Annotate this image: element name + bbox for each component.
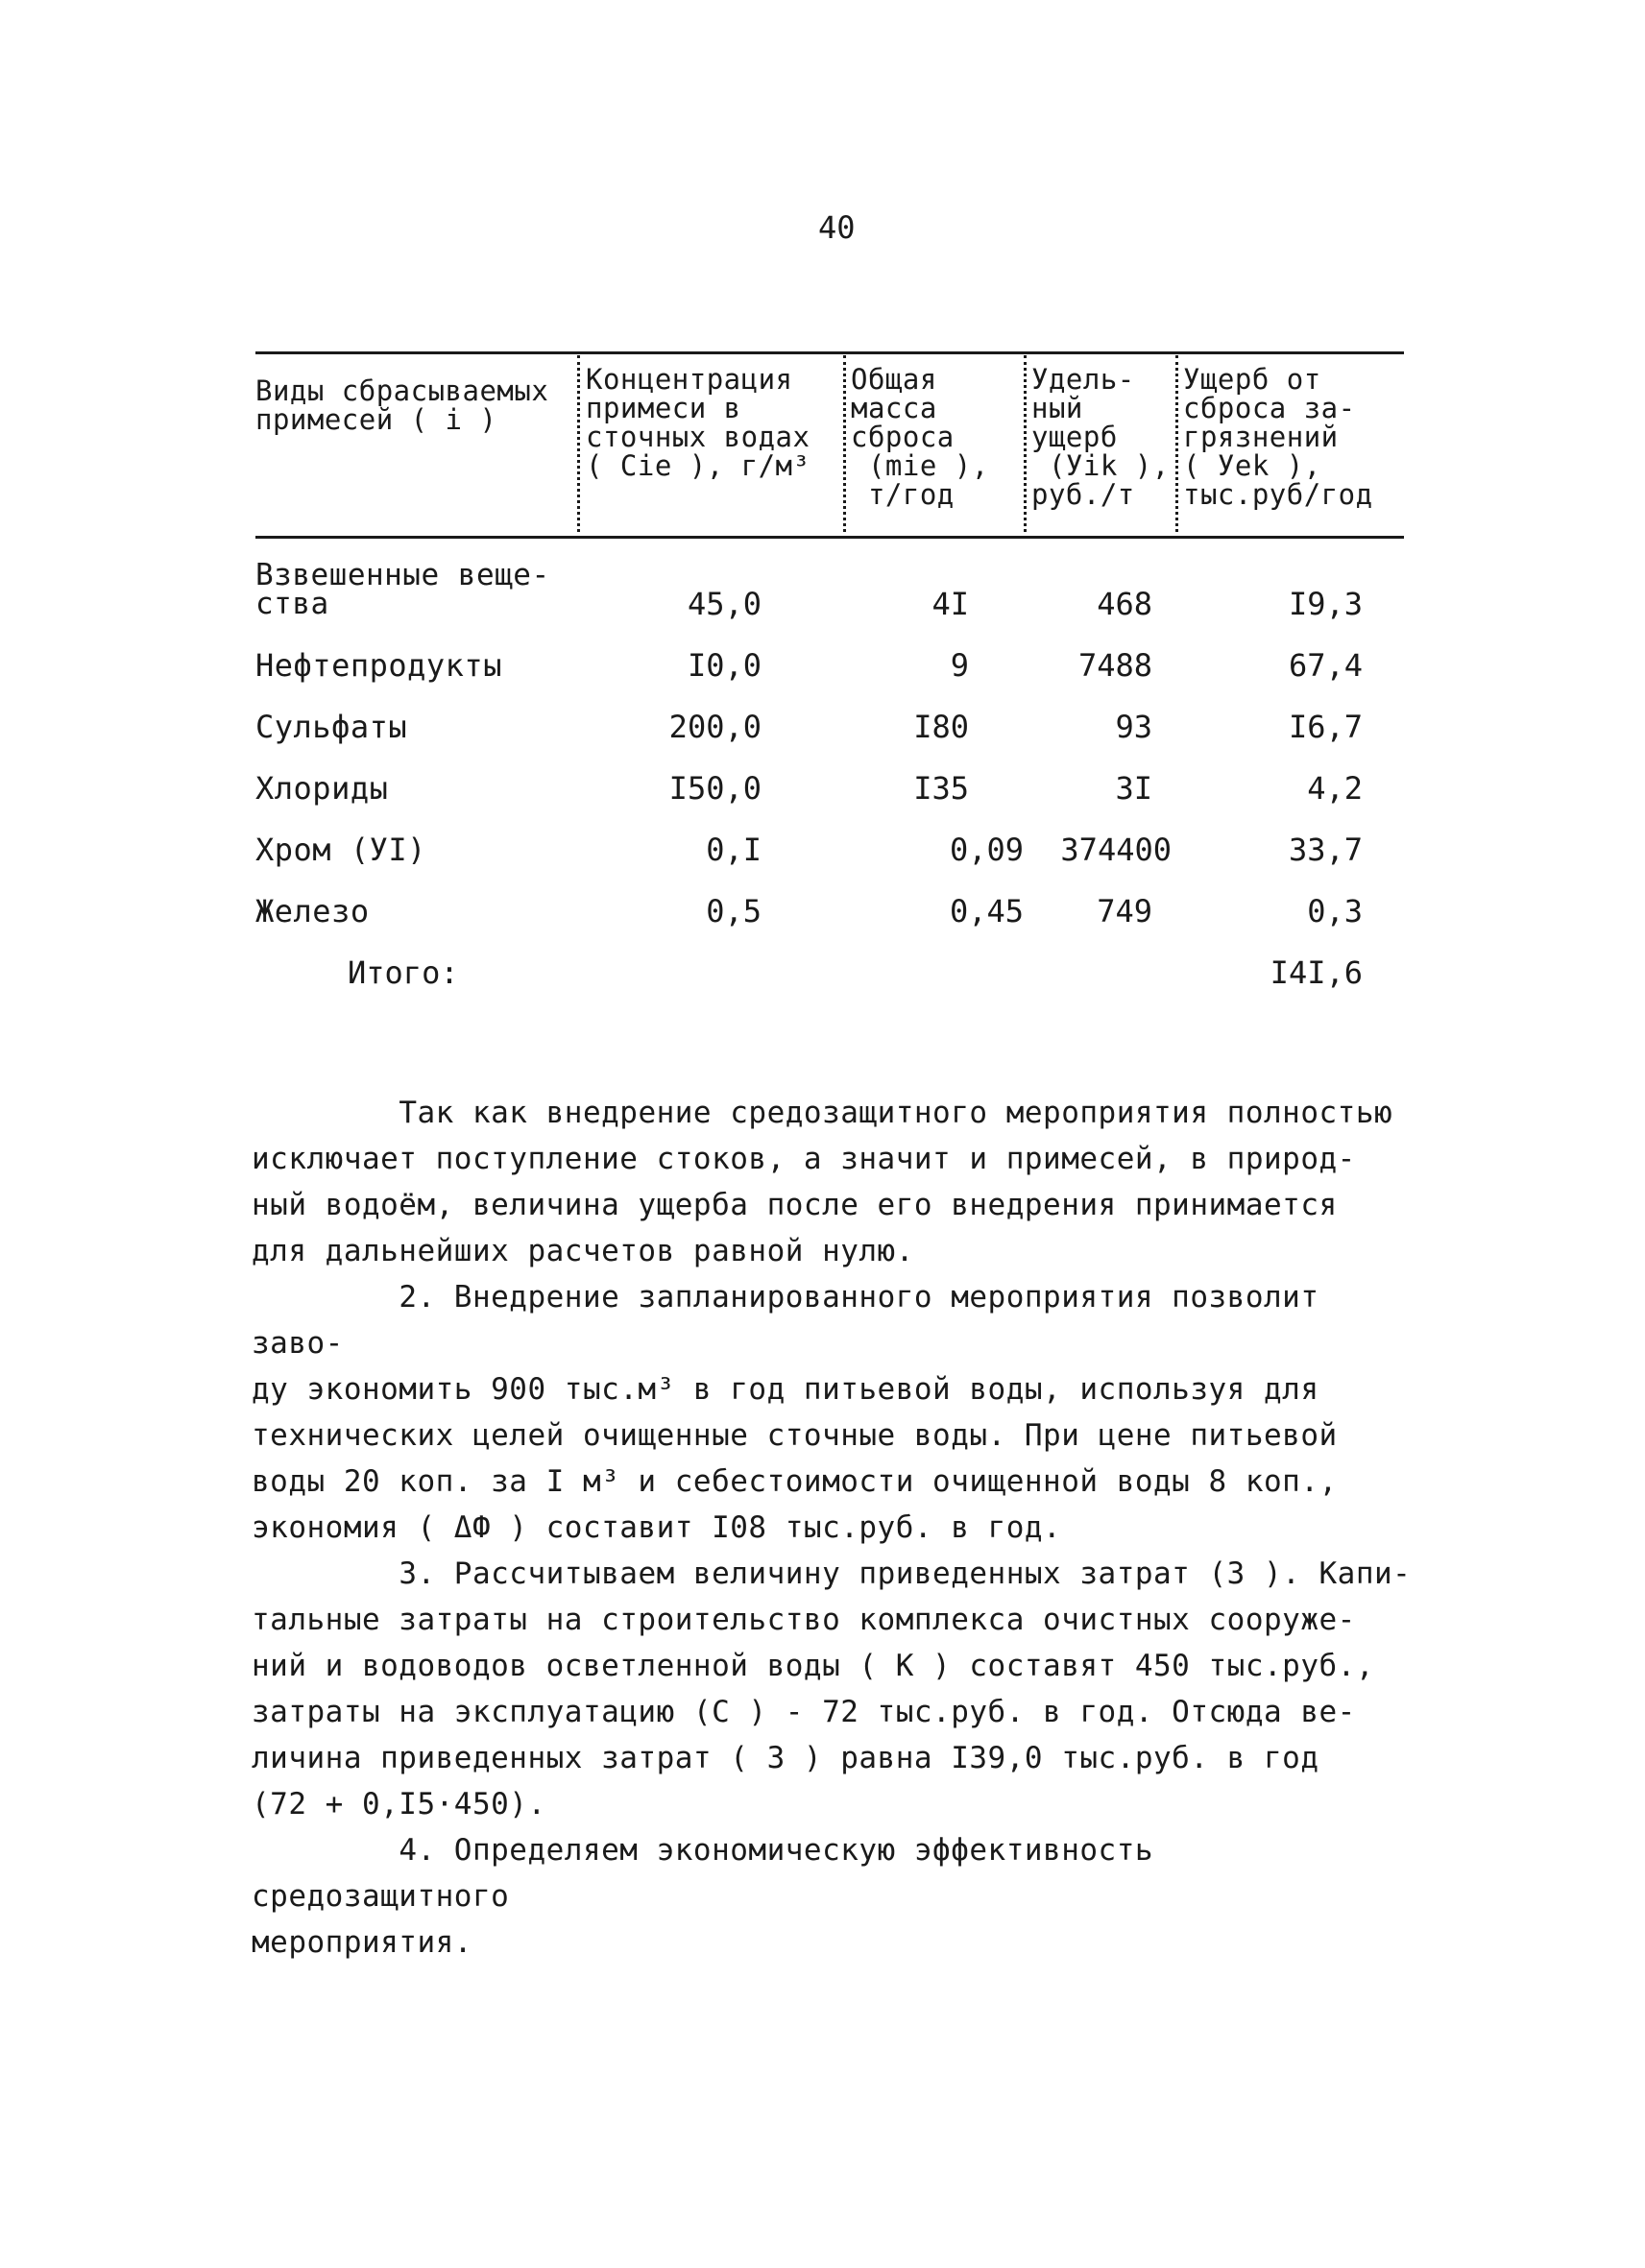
row-impurity-name: Взвешенные веще- ства [255,558,550,621]
row-specific-damage: 749 [1097,893,1152,929]
paragraph: 2. Внедрение запланированного мероприятия позволит заво- ду экономить 900 тыс.м³ в год питьевой воды, используя для технических целей очищенные сточные воды. При цене питьевой воды 20 коп. за I м³ и себестоимости очищенной воды 8 коп., экономия ( ΔФ ) составит I08 тыс.руб. в год. [252,1280,1338,1545]
row-impurity-name: Железо [255,893,370,929]
header-specific-damage: Удель- ный ущерб (Уik ), руб./т [1031,363,1170,511]
header-concentration: Концентрация примеси в сточных водах ( Cie ), г/м³ [586,363,810,482]
row-damage: 4,2 [1307,770,1363,807]
row-impurity-name: Сульфаты [255,709,408,745]
row-specific-damage: 7488 [1077,647,1152,684]
row-concentration: I0,0 [687,647,762,684]
row-specific-damage: 93 [1115,709,1152,745]
row-mass: 0,45 [949,893,1024,929]
row-concentration: 45,0 [687,586,762,622]
row-concentration: I50,0 [668,770,762,807]
row-damage: 0,3 [1307,893,1363,929]
row-concentration: 200,0 [668,709,762,745]
page-number: 40 [818,209,856,246]
row-damage: I9,3 [1288,586,1363,622]
table-header-bottom-rule [255,536,1404,539]
header-total-mass: Общая масса сброса (mie ), т/год [851,363,989,511]
row-impurity-name: Хром (УI) [255,832,426,868]
column-separator [1024,355,1027,532]
row-concentration: 0,5 [706,893,762,929]
table-top-rule [255,351,1404,354]
paragraph: Так как внедрение средозащитного мероприятия полностью исключает поступление стоков, а значит и примесей, в природ- ный водоём, величина ущерба после его внедрения принимается для дальнейших расчетов равной нулю. [252,1096,1393,1268]
total-value: I4I,6 [1270,954,1363,991]
column-separator [1175,355,1178,532]
row-damage: 67,4 [1288,647,1363,684]
row-specific-damage: 374400 [1060,832,1172,868]
row-impurity-name: Хлориды [255,770,389,807]
row-damage: I6,7 [1288,709,1363,745]
row-specific-damage: 3I [1115,770,1152,807]
row-mass: 4I [931,586,969,622]
paragraph: 4. Определяем экономическую эффективность средозащитного мероприятия. [252,1833,1154,1960]
total-label: Итого: [348,954,459,991]
row-concentration: 0,I [706,832,762,868]
row-mass: 9 [950,647,969,684]
column-separator [577,355,580,532]
row-mass: I80 [913,709,969,745]
header-impurity-type: Виды сбрасываемых примесей ( i ) [255,374,549,436]
body-text [252,1090,1414,1966]
row-impurity-name: Нефтепродукты [255,647,502,684]
column-separator [843,355,846,532]
paragraph: 3. Рассчитываем величину приведенных затрат (З ). Капи- тальные затраты на строительство комплекса очистных сооруже- ний и водоводов осветленной воды ( К ) составят 450 тыс.руб., затраты на эксплуатацию (С ) - 72 тыс.руб. в год. Отсюда ве- личина приведенных затрат ( З ) равна I39,0 тыс.руб. в год (72 + 0,I5·450). [252,1556,1412,1822]
header-damage: Ущерб от сброса за- грязнений ( Уek ), тыс.руб/год [1183,363,1373,511]
row-mass: 0,09 [949,832,1024,868]
row-specific-damage: 468 [1097,586,1152,622]
row-mass: I35 [913,770,969,807]
row-damage: 33,7 [1288,832,1363,868]
